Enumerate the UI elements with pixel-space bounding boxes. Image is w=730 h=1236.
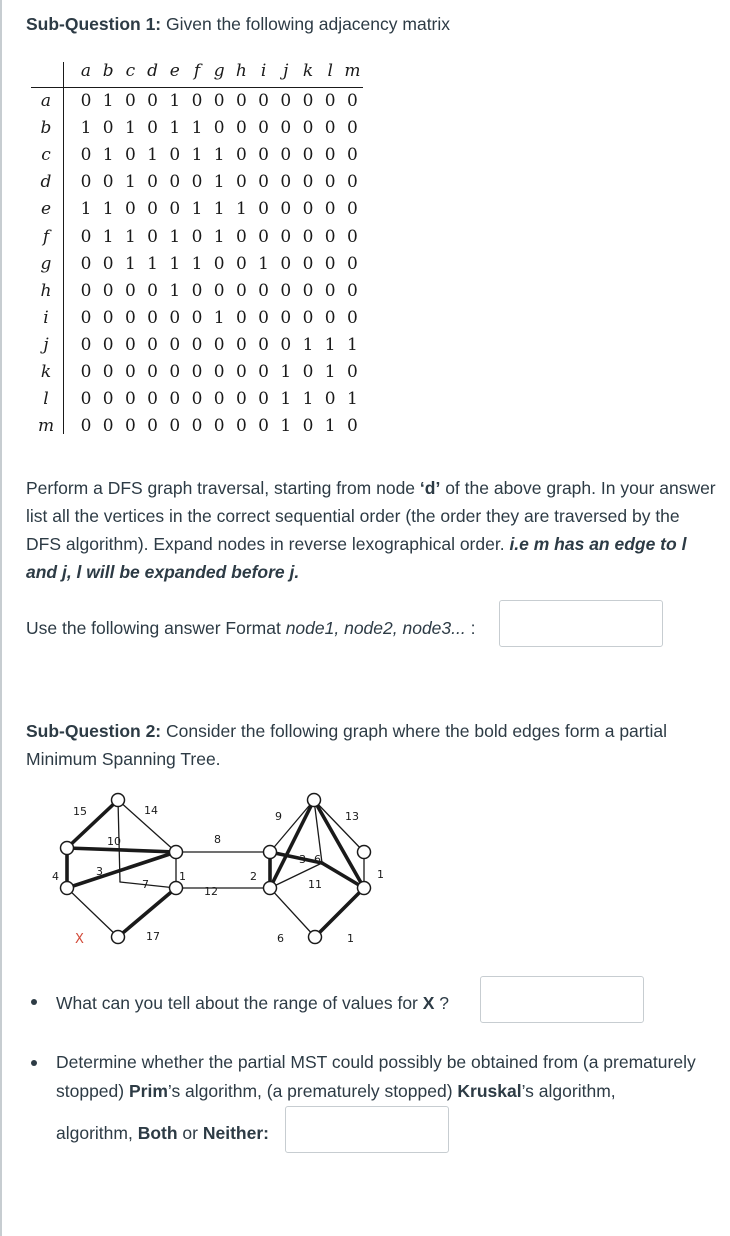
q1-format-example: node1, node2, node3... (285, 618, 466, 638)
q2-bullet2-both: Both (137, 1123, 178, 1143)
matrix-cell: 0 (280, 253, 292, 274)
matrix-cell: 0 (147, 199, 158, 220)
matrix-cell: 0 (80, 334, 92, 355)
matrix-row-header: c (41, 145, 51, 166)
matrix-cell: 0 (324, 199, 336, 220)
matrix-cell: 0 (324, 172, 336, 193)
matrix-cell: 1 (169, 91, 181, 111)
matrix-cell: 0 (80, 91, 92, 111)
matrix-cell: 0 (324, 280, 336, 301)
adjacency-matrix (30, 60, 370, 436)
matrix-cell: 1 (102, 199, 114, 220)
graph-node (358, 846, 371, 859)
matrix-cell: 0 (169, 199, 181, 220)
matrix-cell: 0 (302, 307, 314, 328)
matrix-col-header: e (169, 61, 180, 81)
q1-para-example: i.e m has an edge to l and j, l will be expanded before j. (26, 534, 687, 582)
matrix-cell: 0 (147, 280, 158, 301)
matrix-cell: 0 (302, 91, 314, 111)
matrix-cell: 1 (324, 334, 336, 355)
matrix-cell: 0 (147, 226, 158, 247)
graph-node (112, 794, 125, 807)
matrix-cell: 1 (191, 118, 203, 139)
matrix-cell: 0 (258, 334, 269, 355)
q2-bullet-2-line3: algorithm, Both or Neither: (56, 1123, 269, 1143)
matrix-cell: 1 (280, 389, 292, 410)
matrix-cell: 0 (302, 280, 314, 301)
q2-bullet2-part2: ’s algorithm, (a prematurely stopped) (167, 1081, 458, 1101)
matrix-cell: 0 (80, 280, 92, 301)
matrix-row-header: d (40, 172, 52, 193)
matrix-cell: 0 (346, 118, 358, 139)
matrix-cell: 0 (102, 389, 114, 410)
matrix-cell: 0 (235, 362, 247, 382)
matrix-cell: 0 (169, 362, 181, 382)
q2-title (26, 717, 716, 773)
matrix-cell: 0 (147, 118, 158, 139)
matrix-col-header: l (327, 61, 333, 81)
matrix-cell: 0 (302, 253, 314, 274)
matrix-cell: 0 (280, 145, 292, 166)
q2-bullet2-neither: Neither: (202, 1123, 269, 1143)
q1-para-part1: Perform a DFS graph traversal, starting from node (26, 478, 420, 498)
matrix-cell: 1 (80, 118, 92, 139)
matrix-cell: 0 (346, 91, 358, 111)
matrix-cell: 0 (346, 145, 358, 166)
matrix-cell: 0 (102, 280, 114, 301)
matrix-cell: 0 (346, 362, 358, 382)
matrix-cell: 1 (147, 145, 158, 166)
matrix-cell: 0 (324, 307, 336, 328)
matrix-cell: 1 (346, 334, 358, 355)
matrix-cell: 0 (324, 118, 336, 139)
matrix-cell: 1 (124, 253, 136, 274)
matrix-cell: 0 (324, 91, 336, 111)
matrix-cell: 0 (280, 307, 292, 328)
edge-label: 7 (142, 878, 149, 891)
mst-graph-svg (40, 785, 400, 965)
matrix-cell: 0 (124, 362, 136, 382)
matrix-cell: 0 (147, 172, 158, 193)
graph-node (112, 931, 125, 944)
edge-label: 3 (299, 853, 306, 866)
matrix-col-header: m (344, 61, 361, 81)
matrix-cell: 0 (191, 91, 203, 111)
matrix-cell: 0 (169, 172, 181, 193)
matrix-cell: 1 (346, 389, 358, 410)
matrix-cell: 0 (346, 280, 358, 301)
matrix-cell: 0 (302, 199, 314, 220)
matrix-cell: 0 (280, 91, 292, 111)
matrix-cell: 0 (235, 253, 247, 274)
matrix-cell: 0 (191, 226, 203, 247)
matrix-cell: 0 (258, 362, 269, 382)
edge-label: 15 (73, 805, 87, 818)
matrix-cell: 0 (258, 172, 269, 193)
graph-node (170, 846, 183, 859)
matrix-cell: 0 (235, 280, 247, 301)
matrix-cell: 0 (80, 362, 92, 382)
matrix-row-header: i (43, 307, 49, 328)
matrix-cell: 0 (80, 416, 92, 437)
matrix-cell: 1 (213, 172, 225, 193)
edge-label: 4 (52, 870, 59, 883)
matrix-cell: 1 (124, 226, 136, 247)
q1-dfs-instructions (26, 474, 716, 586)
matrix-cell: 0 (280, 334, 292, 355)
matrix-cell: 0 (302, 172, 314, 193)
matrix-cell: 0 (258, 280, 269, 301)
q2-bullet1-var: X (422, 993, 435, 1013)
matrix-cell: 0 (324, 226, 336, 247)
matrix-cell: 0 (191, 362, 203, 382)
matrix-cell: 1 (213, 226, 225, 247)
matrix-cell: 0 (213, 416, 225, 437)
matrix-cell: 1 (324, 362, 336, 382)
matrix-cell: 0 (191, 416, 203, 437)
matrix-cell: 0 (258, 307, 269, 328)
matrix-cell: 0 (124, 389, 136, 410)
matrix-cell: 1 (235, 199, 247, 220)
graph-node (264, 882, 277, 895)
matrix-cell: 0 (280, 226, 292, 247)
matrix-cell: 0 (213, 118, 225, 139)
q2-bullet-1 (56, 989, 486, 1017)
matrix-cell: 0 (258, 199, 269, 220)
bold-edge-upper (67, 848, 176, 852)
graph-node (61, 842, 74, 855)
graph-node (309, 931, 322, 944)
matrix-cell: 0 (80, 172, 92, 193)
matrix-cell: 0 (191, 389, 203, 410)
matrix-cell: 0 (346, 226, 358, 247)
matrix-col-header: i (260, 61, 267, 81)
matrix-cell: 0 (258, 91, 269, 111)
matrix-row-header: j (43, 334, 49, 355)
edge-label: 13 (345, 810, 359, 823)
matrix-cell: 0 (147, 362, 158, 382)
q2-bullet1-text: What can you tell about the range of values for (56, 993, 423, 1013)
matrix-cell: 0 (102, 172, 114, 193)
matrix-cell: 0 (213, 280, 225, 301)
matrix-cell: 1 (213, 307, 225, 328)
edge-label: 11 (308, 878, 322, 891)
matrix-cell: 0 (169, 389, 181, 410)
edge-label: 6 (314, 853, 321, 866)
matrix-cell: 0 (258, 226, 269, 247)
q1-format-label: Use the following answer Format (26, 618, 286, 638)
matrix-cell: 0 (169, 145, 181, 166)
bullet-dot (31, 1060, 37, 1066)
matrix-cell: 1 (191, 145, 203, 166)
matrix-col-header: b (102, 61, 114, 81)
bullet-dot (31, 999, 37, 1005)
matrix-cell: 0 (346, 172, 358, 193)
matrix-cell: 0 (235, 416, 247, 437)
matrix-cell: 0 (346, 199, 358, 220)
matrix-cell: 0 (302, 362, 314, 382)
matrix-row-header: g (40, 253, 52, 274)
edge-6b (270, 888, 315, 937)
matrix-cell: 0 (280, 172, 292, 193)
matrix-cell: 0 (102, 253, 114, 274)
matrix-cell: 0 (302, 145, 314, 166)
matrix-cell: 1 (280, 416, 292, 437)
bold-edge-1 (315, 888, 364, 937)
matrix-cell: 0 (213, 253, 225, 274)
matrix-cell: 0 (235, 118, 247, 139)
matrix-cell: 0 (169, 334, 181, 355)
matrix-cell: 1 (102, 91, 114, 111)
matrix-cell: 0 (258, 145, 269, 166)
matrix-cell: 0 (124, 307, 136, 328)
edge-label: 1 (377, 868, 384, 881)
matrix-cell: 0 (213, 334, 225, 355)
edge-label: 8 (214, 833, 221, 846)
matrix-horizontal-rule (31, 87, 363, 88)
matrix-cell: 0 (280, 280, 292, 301)
edge-label-x: X (75, 932, 84, 947)
matrix-cell: 0 (302, 416, 314, 437)
matrix-cell: 0 (80, 253, 92, 274)
graph-node (264, 846, 277, 859)
q1-format-suffix: : (465, 618, 476, 638)
matrix-row-header: m (37, 416, 55, 437)
matrix-cell: 0 (191, 307, 203, 328)
matrix-cell: 0 (147, 416, 158, 437)
graph-node (61, 882, 74, 895)
matrix-cell: 0 (346, 307, 358, 328)
q1-answer-input[interactable] (499, 600, 663, 647)
matrix-cell: 1 (258, 253, 269, 274)
matrix-cell: 1 (280, 362, 292, 382)
matrix-cell: 1 (169, 118, 181, 139)
matrix-row-header: h (40, 280, 52, 301)
matrix-cell: 0 (102, 118, 114, 139)
matrix-cell: 0 (147, 389, 158, 410)
matrix-cell: 0 (124, 199, 136, 220)
matrix-vertical-rule (63, 62, 64, 434)
matrix-col-header: d (147, 61, 159, 81)
matrix-cell: 0 (258, 389, 269, 410)
edge-x (67, 888, 118, 937)
matrix-cell: 0 (80, 389, 92, 410)
matrix-cell: 0 (102, 362, 114, 382)
edge-label: 6 (277, 932, 284, 945)
matrix-row-header: b (40, 118, 52, 139)
matrix-cell: 0 (235, 226, 247, 247)
edge-label: 10 (107, 835, 121, 848)
q1-title-bold: Sub-Question 1: (26, 14, 162, 34)
matrix-cell: 0 (346, 253, 358, 274)
matrix-cell: 1 (324, 416, 336, 437)
matrix-cell: 0 (302, 226, 314, 247)
q1-answer-format (26, 614, 496, 642)
matrix-cell: 0 (213, 389, 225, 410)
matrix-cell: 0 (147, 334, 158, 355)
matrix-cell: 1 (124, 118, 136, 139)
graph-node (170, 882, 183, 895)
matrix-cell: 0 (80, 145, 92, 166)
mst-graph (40, 785, 400, 965)
matrix-cell: 1 (213, 145, 225, 166)
matrix-cell: 0 (102, 334, 114, 355)
matrix-cell: 0 (280, 118, 292, 139)
matrix-cell: 1 (169, 226, 181, 247)
matrix-cell: 0 (147, 307, 158, 328)
matrix-cell: 1 (191, 253, 203, 274)
matrix-cell: 0 (191, 172, 203, 193)
edge-label: 12 (204, 885, 218, 898)
matrix-cell: 0 (235, 172, 247, 193)
q2-bullet2-part3: ’s algorithm, (521, 1081, 616, 1101)
matrix-row-header: a (40, 91, 52, 111)
matrix-cell: 0 (324, 253, 336, 274)
edge-label: 1 (347, 932, 354, 945)
matrix-cell: 1 (302, 389, 314, 410)
q2-bullet2-or: or (177, 1123, 203, 1143)
left-border (0, 0, 2, 1236)
matrix-cell: 0 (191, 280, 203, 301)
matrix-col-header: h (235, 61, 247, 81)
matrix-cell: 0 (235, 91, 247, 111)
matrix-cell: 0 (124, 416, 136, 437)
matrix-cell: 0 (102, 416, 114, 437)
matrix-cell: 0 (235, 334, 247, 355)
matrix-cell: 1 (102, 145, 114, 166)
matrix-cell: 0 (124, 145, 136, 166)
q1-start-node: ‘d’ (419, 478, 441, 498)
matrix-cell: 0 (213, 91, 225, 111)
graph-node (358, 882, 371, 895)
matrix-cell: 0 (169, 416, 181, 437)
edge-label: 1 (179, 870, 186, 883)
matrix-cell: 1 (124, 172, 136, 193)
q1-title (26, 10, 450, 38)
matrix-cell: 0 (191, 334, 203, 355)
q2-bullet2-kruskal: Kruskal (457, 1081, 522, 1101)
matrix-cell: 0 (302, 118, 314, 139)
matrix-cell: 0 (147, 91, 158, 111)
edge-label: 3 (96, 865, 103, 878)
matrix-cell: 0 (124, 280, 136, 301)
edge-label: 14 (144, 804, 158, 817)
matrix-cell: 0 (235, 389, 247, 410)
matrix-row-header: l (43, 389, 49, 410)
graph-node (308, 794, 321, 807)
matrix-cell: 1 (169, 280, 181, 301)
matrix-cell: 1 (80, 199, 92, 220)
matrix-cell: 0 (346, 416, 358, 437)
q2-bullet-2 (56, 1048, 696, 1106)
matrix-cell: 0 (324, 145, 336, 166)
q2-title-rest: Consider the following graph where the bold edges form a partial Minimum Spanning Tree. (26, 721, 667, 769)
matrix-cell: 0 (213, 362, 225, 382)
matrix-cell: 0 (280, 199, 292, 220)
matrix-col-header: g (213, 61, 225, 81)
matrix-row-header: f (42, 226, 50, 247)
matrix-cell: 0 (102, 307, 114, 328)
matrix-col-header: j (283, 61, 289, 81)
q1-para-part2: of the above graph. In your answer list all the vertices in the correct sequential order (the order they are traversed by the DFS algorithm). Expand nodes in reverse lexographical order. (26, 478, 716, 554)
matrix-cell: 0 (124, 91, 136, 111)
matrix-cell: 1 (169, 253, 181, 274)
edge-label: 9 (275, 810, 282, 823)
matrix-cell: 1 (147, 253, 158, 274)
matrix-cell: 0 (258, 118, 269, 139)
matrix-cell: 0 (169, 307, 181, 328)
q2-bullet1-suffix: ? (434, 993, 450, 1013)
matrix-cell: 1 (102, 226, 114, 247)
matrix-cell: 0 (235, 307, 247, 328)
matrix-cell: 0 (324, 389, 336, 410)
edge-label: 17 (146, 930, 160, 943)
edge-label: 2 (250, 870, 257, 883)
matrix-cell: 1 (213, 199, 225, 220)
q2-x-range-input[interactable] (480, 976, 644, 1023)
matrix-cell: 0 (235, 145, 247, 166)
matrix-row-header: k (40, 362, 52, 382)
matrix-row-header: e (40, 199, 52, 220)
matrix-cell: 0 (80, 307, 92, 328)
matrix-col-header: c (125, 61, 136, 81)
q2-algorithm-input[interactable] (285, 1106, 449, 1153)
matrix-cell: 1 (302, 334, 314, 355)
matrix-col-header: k (302, 61, 314, 81)
matrix-col-header: a (80, 61, 92, 81)
matrix-cell: 1 (191, 199, 203, 220)
q2-title-bold: Sub-Question 2: (26, 721, 162, 741)
matrix-cell: 0 (258, 416, 269, 437)
q1-title-rest: Given the following adjacency matrix (161, 14, 451, 34)
q2-bullet2-prim: Prim (128, 1081, 168, 1101)
matrix-cell: 0 (124, 334, 136, 355)
q2-bullet2-part1: Determine whether the partial MST could possibly be obtained from (a prematurely stopped) (56, 1052, 696, 1101)
matrix-col-header: f (193, 61, 201, 81)
matrix-cell: 0 (80, 226, 92, 247)
